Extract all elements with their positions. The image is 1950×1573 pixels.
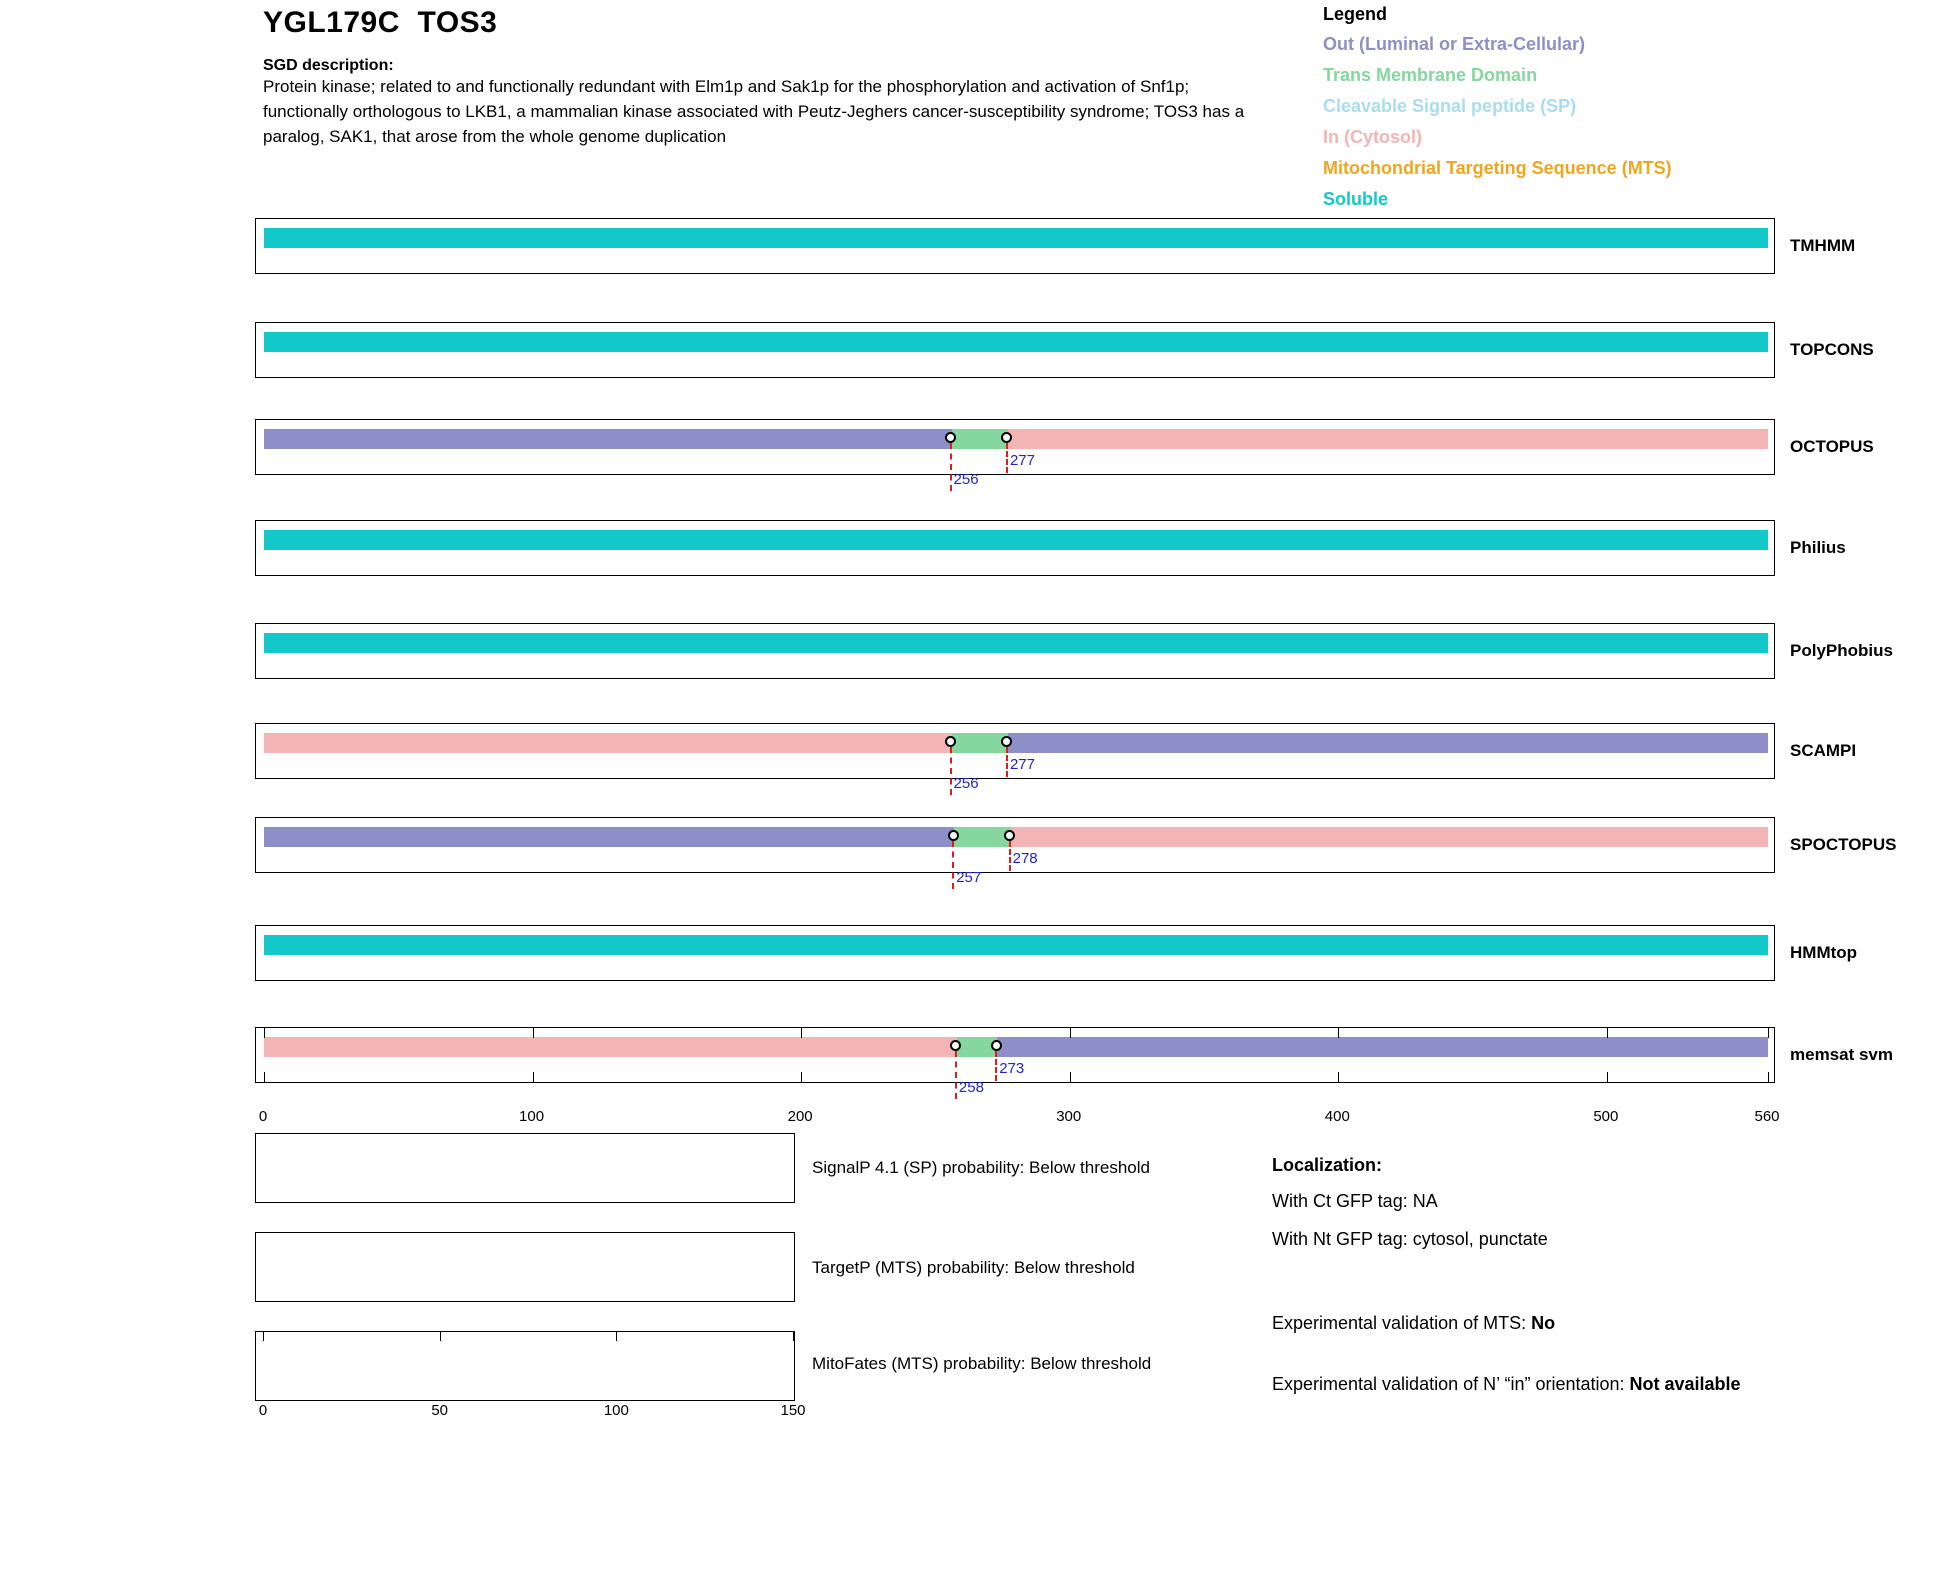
axis-tick (1607, 1072, 1608, 1082)
legend-item-soluble: Soluble (1323, 189, 1389, 209)
axis-tick (1338, 1028, 1339, 1038)
marker-guide-line (1009, 841, 1011, 871)
lower-axis-tick (793, 1332, 794, 1341)
track-philius[interactable] (255, 520, 1775, 576)
track-label-octopus: OCTOPUS (1790, 437, 1874, 456)
lower-axis-tick (263, 1332, 264, 1341)
mts-validation-value: No (1531, 1313, 1556, 1333)
axis-tick (1070, 1028, 1071, 1038)
page-title: YGL179C TOS3 (263, 6, 498, 39)
localization-nt-gfp: With Nt GFP tag: cytosol, punctate (1272, 1229, 1548, 1249)
segment-out (997, 1037, 1768, 1057)
localization-heading: Localization: (1272, 1155, 1383, 1175)
track-label-memsat-svm: memsat svm (1790, 1045, 1894, 1064)
main-axis-tick-label: 400 (1324, 1108, 1350, 1125)
track-label-topcons: TOPCONS (1790, 340, 1874, 359)
track-topcons[interactable] (255, 322, 1775, 378)
axis-tick (264, 1072, 265, 1082)
track-hmmtop[interactable] (255, 925, 1775, 981)
segment-soluble (264, 228, 1768, 248)
segment-out (264, 827, 954, 847)
track-label-polyphobius: PolyPhobius (1790, 641, 1893, 660)
axis-tick (533, 1072, 534, 1082)
track-tmhmm[interactable] (255, 218, 1775, 274)
marker-position-label: 257 (956, 869, 982, 886)
marker-position-label: 256 (953, 471, 979, 488)
track-bar (264, 733, 1768, 753)
lower-axis (258, 1402, 806, 1432)
track-label-scampi: SCAMPI (1790, 741, 1857, 760)
segment-tmd (952, 429, 1008, 449)
main-axis-tick-label: 300 (1056, 1108, 1082, 1125)
lower-axis-tick-label: 100 (603, 1402, 629, 1419)
topology-marker-256[interactable] (945, 736, 956, 747)
signalp-plot-box (255, 1133, 795, 1203)
axis-tick (1768, 1072, 1769, 1082)
axis-tick (1607, 1028, 1608, 1038)
main-axis-tick-label: 100 (519, 1108, 545, 1125)
segment-out (264, 429, 952, 449)
orientation-validation-label: Experimental validation of N’ “in” orientation: (1272, 1374, 1630, 1394)
track-bar (264, 935, 1768, 955)
localization-ct-gfp: With Ct GFP tag: NA (1272, 1191, 1438, 1211)
marker-position-label: 273 (999, 1060, 1025, 1077)
segment-soluble (264, 332, 1768, 352)
track-bar (264, 228, 1768, 248)
segment-in (264, 733, 952, 753)
track-label-hmmtop: HMMtop (1790, 943, 1858, 962)
marker-position-label: 277 (1009, 452, 1035, 469)
marker-guide-line (952, 841, 954, 889)
topology-marker-256[interactable] (945, 432, 956, 443)
main-axis-tick-label: 200 (787, 1108, 813, 1125)
track-label-tmhmm: TMHMM (1790, 236, 1856, 255)
main-axis-tick-label: 500 (1593, 1108, 1619, 1125)
track-label-philius: Philius (1790, 538, 1846, 557)
mts-validation (1272, 1310, 1555, 1336)
legend-item-in: In (Cytosol) (1323, 127, 1422, 147)
marker-guide-line (950, 443, 952, 491)
track-bar (264, 633, 1768, 653)
main-axis-tick-label: 560 (1754, 1108, 1780, 1125)
track-bar (264, 429, 1768, 449)
segment-soluble (264, 530, 1768, 550)
marker-guide-line (950, 747, 952, 795)
lower-axis-tick-label: 0 (258, 1402, 268, 1419)
topology-marker-273[interactable] (991, 1040, 1002, 1051)
lower-axis-tick (616, 1332, 617, 1341)
legend-title: Legend (1323, 4, 1388, 24)
axis-tick (801, 1028, 802, 1038)
marker-position-label: 278 (1012, 850, 1038, 867)
targetp-probability-text: TargetP (MTS) probability: Below threshold (812, 1258, 1135, 1277)
lower-axis-tick-label: 50 (431, 1402, 448, 1419)
lower-axis-tick (440, 1332, 441, 1341)
axis-tick (1768, 1028, 1769, 1038)
legend-item-out: Out (Luminal or Extra-Cellular) (1323, 34, 1586, 54)
segment-soluble (264, 633, 1768, 653)
axis-tick (1338, 1072, 1339, 1082)
track-bar (264, 530, 1768, 550)
targetp-plot-box (255, 1232, 795, 1302)
track-bar (264, 1037, 1768, 1057)
track-bar (264, 827, 1768, 847)
segment-tmd (952, 733, 1008, 753)
marker-position-label: 256 (953, 775, 979, 792)
marker-guide-line (995, 1051, 997, 1081)
axis-tick (533, 1028, 534, 1038)
signalp-probability-text: SignalP 4.1 (SP) probability: Below threshold (812, 1158, 1150, 1177)
orientation-validation-value: Not available (1629, 1374, 1741, 1394)
segment-in (1008, 429, 1768, 449)
segment-out (1008, 733, 1768, 753)
marker-guide-line (1006, 443, 1008, 473)
sgd-description-label: SGD description: (263, 57, 394, 74)
axis-tick (801, 1072, 802, 1082)
legend (1323, 4, 1943, 215)
mts-validation-label: Experimental validation of MTS: (1272, 1313, 1532, 1333)
topology-marker-257[interactable] (948, 830, 959, 841)
legend-item-mts: Mitochondrial Targeting Sequence (MTS) (1323, 158, 1672, 178)
orientation-validation (1272, 1371, 1892, 1397)
segment-in (1011, 827, 1768, 847)
mitofates-probability-text: MitoFates (MTS) probability: Below threshold (812, 1354, 1152, 1373)
track-bar (264, 332, 1768, 352)
axis-tick (264, 1028, 265, 1038)
marker-position-label: 277 (1009, 756, 1035, 773)
lower-axis-tick-label: 150 (780, 1402, 806, 1419)
marker-position-label: 258 (958, 1079, 984, 1096)
segment-tmd (954, 827, 1010, 847)
legend-item-sp: Cleavable Signal peptide (SP) (1323, 96, 1577, 116)
mitofates-plot-box (255, 1331, 795, 1401)
legend-item-tmd: Trans Membrane Domain (1323, 65, 1538, 85)
marker-guide-line (955, 1051, 957, 1099)
marker-guide-line (1006, 747, 1008, 777)
track-polyphobius[interactable] (255, 623, 1775, 679)
main-axis-tick-label: 0 (258, 1108, 268, 1125)
sgd-description-text: Protein kinase; related to and functionally redundant with Elm1p and Sak1p for the phosphorylation and activation of Snf1p; functionally orthologous to LKB1, a mammalian kinase associated with Peutz-Jeghers cancer-susceptibility syndrome; TOS3 has a paralog, SAK1, that arose from the whole genome duplication (263, 77, 1245, 146)
segment-in (264, 1037, 957, 1057)
segment-soluble (264, 935, 1768, 955)
track-label-spoctopus: SPOCTOPUS (1790, 835, 1897, 854)
axis-tick (1070, 1072, 1071, 1082)
